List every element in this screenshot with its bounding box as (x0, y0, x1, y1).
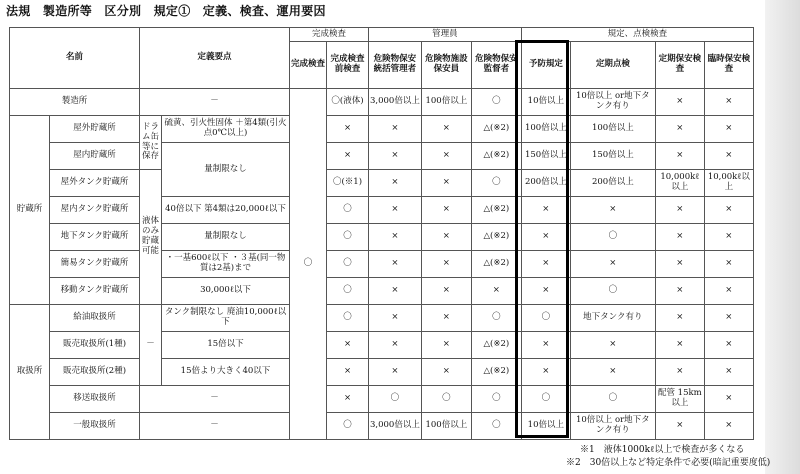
row-definition: 量制限なし (162, 224, 290, 251)
cell-periodic: 200倍以上 (570, 170, 655, 197)
cell-supervisor: × (369, 359, 422, 386)
cell-prevention: 10倍以上 (521, 89, 570, 116)
completion-common-cell: 〇 (290, 89, 327, 440)
table-row (10, 278, 754, 305)
cell-periodic: 100倍以上 (570, 116, 655, 143)
col-header-hazmat-supervisor: 危険物保安統括管理者 (369, 42, 422, 89)
cell-supervisor: × (369, 197, 422, 224)
col-header-name: 名前 (10, 28, 140, 89)
row-definition: 15倍より大きく40以下 (162, 359, 290, 386)
cell-pre: × (327, 386, 369, 413)
cell-regular: × (655, 197, 704, 224)
cell-pre: 〇 (327, 305, 369, 332)
window-edge-shade (765, 0, 800, 474)
cell-periodic: 150倍以上 (570, 143, 655, 170)
page-title: 法規 製造所等 区分別 規定① 定義、検査、運用要因 (6, 4, 326, 18)
regulation-table (9, 27, 754, 440)
cell-supervisor: × (369, 332, 422, 359)
cell-supervisor: × (369, 143, 422, 170)
cell-temporary: × (704, 386, 753, 413)
cell-supervisor: × (369, 224, 422, 251)
cell-facility: 100倍以上 (421, 89, 471, 116)
cell-supervisor: × (369, 116, 422, 143)
row-definition: 15倍以下 (162, 332, 290, 359)
cell-overseer: △(※2) (471, 332, 521, 359)
cell-periodic: × (570, 197, 655, 224)
col-header-periodic: 定期点検 (570, 42, 655, 89)
table-row (10, 413, 754, 440)
cell-temporary: × (704, 332, 753, 359)
group-header-inspection: 規定、点検検査 (521, 28, 753, 42)
row-definition: － (140, 413, 290, 440)
handling-def-dash: － (140, 305, 162, 386)
cell-regular: × (655, 332, 704, 359)
cell-prevention: × (521, 197, 570, 224)
cell-temporary: × (704, 413, 753, 440)
cell-prevention: × (521, 359, 570, 386)
cell-pre: 〇(液体) (327, 89, 369, 116)
row-name: 一般取扱所 (50, 413, 140, 440)
cell-prevention: 150倍以上 (521, 143, 570, 170)
cell-overseer: × (471, 278, 521, 305)
cell-prevention: 〇 (521, 305, 570, 332)
table-row (10, 197, 754, 224)
cell-facility: × (421, 251, 471, 278)
cell-regular: × (655, 359, 704, 386)
cell-facility: 100倍以上 (421, 413, 471, 440)
cell-regular: 配管 15km以上 (655, 386, 704, 413)
cell-temporary: × (704, 197, 753, 224)
group-header-manager: 管理員 (369, 28, 522, 42)
cell-facility: 〇 (421, 386, 471, 413)
cell-temporary: × (704, 143, 753, 170)
cell-facility: × (421, 170, 471, 197)
cell-pre: 〇 (327, 251, 369, 278)
cell-pre: × (327, 143, 369, 170)
cell-temporary: 10,00kℓ以上 (704, 170, 753, 197)
cell-facility: × (421, 305, 471, 332)
cell-prevention: 200倍以上 (521, 170, 570, 197)
cell-prevention: 〇 (521, 386, 570, 413)
table-row (10, 359, 754, 386)
cell-periodic: 10倍以上 or地下タンク有り (570, 89, 655, 116)
cell-pre: × (327, 332, 369, 359)
cell-overseer: △(※2) (471, 116, 521, 143)
row-name: 移動タンク貯蔵所 (50, 278, 140, 305)
cell-facility: × (421, 278, 471, 305)
cell-supervisor: × (369, 170, 422, 197)
col-header-definition: 定義要点 (140, 28, 290, 89)
row-name: 販売取扱所(1種) (50, 332, 140, 359)
cell-prevention: × (521, 224, 570, 251)
cell-regular: × (655, 116, 704, 143)
cell-temporary: × (704, 359, 753, 386)
table-row (10, 305, 754, 332)
cell-overseer: 〇 (471, 305, 521, 332)
cell-periodic: 10倍以上 or地下タンク有り (570, 413, 655, 440)
table-row (10, 251, 754, 278)
row-name: 販売取扱所(2種) (50, 359, 140, 386)
cell-temporary: × (704, 89, 753, 116)
cell-facility: × (421, 224, 471, 251)
drum-storage-note: ドラム缶等に保存 (140, 116, 162, 170)
cell-pre: 〇(※1) (327, 170, 369, 197)
row-name: 地下タンク貯蔵所 (50, 224, 140, 251)
cell-regular: × (655, 305, 704, 332)
cell-periodic: 〇 (570, 224, 655, 251)
row-name: 給油取扱所 (50, 305, 140, 332)
cell-regular: × (655, 89, 704, 116)
cell-overseer: △(※2) (471, 143, 521, 170)
row-definition: － (140, 89, 290, 116)
cell-temporary: × (704, 251, 753, 278)
cell-temporary: × (704, 278, 753, 305)
category-storage: 貯蔵所 (10, 116, 50, 305)
col-header-regular: 定期保安検査 (655, 42, 704, 89)
row-name: 簡易タンク貯蔵所 (50, 251, 140, 278)
cell-overseer: 〇 (471, 413, 521, 440)
row-definition: 硫黄、引火性固体 ＋第4類(引火点0℃以上) (162, 116, 290, 143)
col-header-hazmat-overseer: 危険物保安監督者 (471, 42, 521, 89)
table-row (10, 386, 754, 413)
table-row (10, 89, 754, 116)
cell-pre: 〇 (327, 278, 369, 305)
cell-regular: × (655, 413, 704, 440)
cell-prevention: × (521, 332, 570, 359)
row-definition: タンク制限なし 廃油10,000ℓ以下 (162, 305, 290, 332)
cell-facility: × (421, 143, 471, 170)
cell-supervisor: 3,000倍以上 (369, 413, 422, 440)
table-row (10, 332, 754, 359)
cell-periodic: 〇 (570, 386, 655, 413)
table-row (10, 116, 754, 143)
cell-pre: × (327, 116, 369, 143)
col-header-facility-officer: 危険物施設保安員 (421, 42, 471, 89)
cell-regular: × (655, 278, 704, 305)
col-header-temporary: 臨時保安検査 (704, 42, 753, 89)
row-name: 屋外貯蔵所 (50, 116, 140, 143)
row-definition: － (140, 386, 290, 413)
table-row (10, 170, 754, 197)
row-name: 屋内貯蔵所 (50, 143, 140, 170)
cell-facility: × (421, 197, 471, 224)
cell-supervisor: × (369, 278, 422, 305)
cell-prevention: 10倍以上 (521, 413, 570, 440)
cell-prevention: × (521, 278, 570, 305)
cell-overseer: 〇 (471, 89, 521, 116)
category-handling: 取扱所 (10, 305, 50, 440)
table-row (10, 224, 754, 251)
cell-facility: × (421, 359, 471, 386)
cell-prevention: 100倍以上 (521, 116, 570, 143)
cell-overseer: △(※2) (471, 224, 521, 251)
cell-overseer: △(※2) (471, 359, 521, 386)
group-header-completion: 完成検査 (290, 28, 369, 42)
cell-periodic: × (570, 332, 655, 359)
cell-facility: × (421, 332, 471, 359)
cell-pre: 〇 (327, 224, 369, 251)
table-row (10, 143, 754, 170)
row-definition: ・一基600ℓ以下 ・３基(同一物質は2基)まで (162, 251, 290, 278)
row-name: 製造所 (10, 89, 140, 116)
cell-supervisor: 〇 (369, 386, 422, 413)
cell-supervisor: × (369, 305, 422, 332)
cell-temporary: × (704, 224, 753, 251)
cell-overseer: △(※2) (471, 197, 521, 224)
cell-periodic: 地下タンク有り (570, 305, 655, 332)
liquid-only-note: 液体のみ貯蔵可能 (140, 170, 162, 305)
cell-regular: × (655, 143, 704, 170)
cell-pre: × (327, 359, 369, 386)
cell-supervisor: × (369, 251, 422, 278)
cell-periodic: × (570, 251, 655, 278)
cell-regular: 10,000kℓ以上 (655, 170, 704, 197)
table-header-row (10, 28, 754, 42)
row-name: 屋内タンク貯蔵所 (50, 197, 140, 224)
cell-facility: × (421, 116, 471, 143)
cell-supervisor: 3,000倍以上 (369, 89, 422, 116)
cell-pre: 〇 (327, 413, 369, 440)
cell-regular: × (655, 224, 704, 251)
col-header-prevention: 予防規定 (521, 42, 570, 89)
cell-overseer: 〇 (471, 386, 521, 413)
cell-pre: 〇 (327, 197, 369, 224)
cell-periodic: × (570, 359, 655, 386)
footnote-2: ※2 30倍以上など特定条件で必要(暗記重要度低) (566, 458, 771, 468)
row-definition: 40倍以下 第4類は20,000ℓ以下 (162, 197, 290, 224)
cell-overseer: △(※2) (471, 251, 521, 278)
cell-overseer: 〇 (471, 170, 521, 197)
row-name: 移送取扱所 (50, 386, 140, 413)
col-header-completion: 完成検査 (290, 42, 327, 89)
row-definition: 30,000ℓ以下 (162, 278, 290, 305)
cell-regular: × (655, 251, 704, 278)
footnote-1: ※1 液体1000kℓ以上で検査が多くなる (580, 445, 745, 455)
cell-temporary: × (704, 116, 753, 143)
col-header-pre-completion: 完成検査前検査 (327, 42, 369, 89)
row-name: 屋外タンク貯蔵所 (50, 170, 140, 197)
row-definition: 量制限なし (162, 143, 290, 197)
cell-temporary: × (704, 305, 753, 332)
cell-periodic: 〇 (570, 278, 655, 305)
cell-prevention: × (521, 251, 570, 278)
